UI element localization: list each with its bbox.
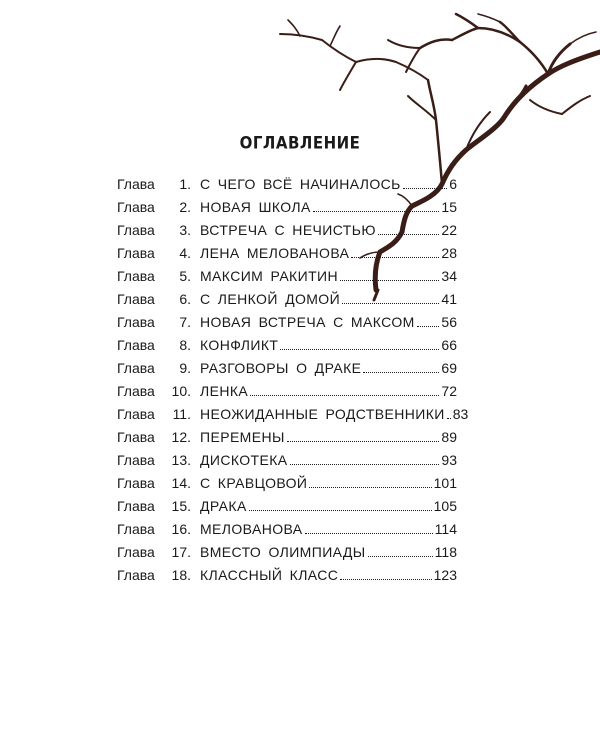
dot-leader [290, 464, 440, 465]
dot-leader [313, 211, 440, 212]
toc-entry[interactable] [117, 314, 457, 337]
chapter-number: 4. [179, 245, 191, 261]
toc-entry[interactable] [117, 222, 457, 245]
chapter-number: 16. [171, 521, 191, 537]
toc-entry[interactable] [117, 544, 457, 567]
chapter-number: 3. [179, 222, 191, 238]
toc-entry[interactable] [117, 406, 469, 429]
chapter-word: Глава [117, 268, 155, 284]
chapter-title: ДИСКОТЕКА [200, 452, 288, 468]
toc-entry[interactable] [117, 452, 457, 475]
chapter-number: 15. [171, 498, 191, 514]
chapter-word: Глава [117, 452, 155, 468]
page-number: 93 [441, 452, 457, 468]
chapter-title: МЕЛОВАНОВА [200, 521, 303, 537]
page-number: 6 [449, 176, 457, 192]
toc-entry[interactable] [117, 245, 457, 268]
chapter-number: 13. [171, 452, 191, 468]
dot-leader [363, 372, 439, 373]
toc-entry[interactable] [117, 291, 457, 314]
chapter-title: ЛЕНКА [200, 383, 249, 399]
chapter-number: 14. [171, 475, 191, 491]
chapter-word: Глава [117, 383, 155, 399]
chapter-number: 10. [171, 383, 191, 399]
chapter-title: С КРАВЦОВОЙ [200, 475, 308, 491]
page-number: 15 [441, 199, 457, 215]
table-of-contents [117, 176, 469, 590]
dot-leader [447, 418, 451, 419]
chapter-word: Глава [117, 406, 155, 422]
page-number: 41 [441, 291, 457, 307]
page-number: 28 [441, 245, 457, 261]
page-number: 101 [433, 475, 457, 491]
chapter-number: 7. [179, 314, 191, 330]
chapter-number: 1. [179, 176, 191, 192]
chapter-number: 18. [171, 567, 191, 583]
chapter-word: Глава [117, 245, 155, 261]
chapter-number: 12. [171, 429, 191, 445]
dot-leader [340, 280, 439, 281]
chapter-word: Глава [117, 429, 155, 445]
chapter-word: Глава [117, 475, 155, 491]
chapter-title: МАКСИМ РАКИТИН [200, 268, 339, 284]
dot-leader [305, 533, 433, 534]
dot-leader [280, 349, 439, 350]
chapter-word: Глава [117, 360, 155, 376]
chapter-word: Глава [117, 337, 155, 353]
chapter-title: НЕОЖИДАННЫЕ РОДСТВЕННИКИ [200, 406, 445, 422]
chapter-title: ЛЕНА МЕЛОВАНОВА [200, 245, 350, 261]
dot-leader [378, 234, 440, 235]
dot-leader [249, 510, 432, 511]
chapter-word: Глава [117, 291, 155, 307]
chapter-number: 9. [179, 360, 191, 376]
page-number: 66 [441, 337, 457, 353]
dot-leader [351, 257, 439, 258]
dot-leader [342, 303, 439, 304]
page-number: 22 [441, 222, 457, 238]
chapter-word: Глава [117, 314, 155, 330]
dot-leader [417, 326, 440, 327]
chapter-number: 5. [179, 268, 191, 284]
chapter-word: Глава [117, 544, 155, 560]
page-number: 105 [433, 498, 457, 514]
chapter-title: НОВАЯ ВСТРЕЧА С МАКСОМ [200, 314, 415, 330]
chapter-number: 11. [172, 406, 191, 422]
toc-entry[interactable] [117, 383, 457, 406]
chapter-number: 8. [179, 337, 191, 353]
toc-entry[interactable] [117, 176, 457, 199]
chapter-title: КОНФЛИКТ [200, 337, 279, 353]
chapter-title: С ЧЕГО ВСЁ НАЧИНАЛОСЬ [200, 176, 401, 192]
toc-entry[interactable] [117, 360, 457, 383]
chapter-word: Глава [117, 567, 155, 583]
chapter-title: ВСТРЕЧА С НЕЧИСТЬЮ [200, 222, 376, 238]
dot-leader [403, 188, 447, 189]
chapter-title: ПЕРЕМЕНЫ [200, 429, 285, 445]
page-number: 56 [441, 314, 457, 330]
dot-leader [340, 579, 431, 580]
page-number: 123 [433, 567, 457, 583]
chapter-word: Глава [117, 199, 155, 215]
chapter-word: Глава [117, 176, 155, 192]
toc-entry[interactable] [117, 521, 457, 544]
page-number: 89 [441, 429, 457, 445]
page-number: 69 [441, 360, 457, 376]
dot-leader [287, 441, 440, 442]
chapter-word: Глава [117, 222, 155, 238]
toc-entry[interactable] [117, 199, 457, 222]
chapter-title: С ЛЕНКОЙ ДОМОЙ [200, 291, 341, 307]
toc-entry[interactable] [117, 567, 457, 590]
toc-entry[interactable] [117, 498, 457, 521]
page-title: ОГЛАВЛЕНИЕ [239, 133, 361, 153]
dot-leader [250, 395, 439, 396]
chapter-title: РАЗГОВОРЫ О ДРАКЕ [200, 360, 362, 376]
page-number: 83 [452, 406, 469, 422]
page-number: 34 [441, 268, 457, 284]
chapter-number: 6. [179, 291, 191, 307]
page-number: 114 [434, 521, 457, 537]
page-number: 118 [434, 544, 457, 560]
chapter-title: КЛАССНЫЙ КЛАСС [200, 567, 339, 583]
toc-entry[interactable] [117, 337, 457, 360]
toc-entry[interactable] [117, 268, 457, 291]
chapter-word: Глава [117, 521, 155, 537]
dot-leader [368, 556, 433, 557]
chapter-number: 17. [171, 544, 191, 560]
chapter-word: Глава [117, 498, 155, 514]
dot-leader [309, 487, 431, 488]
page-number: 72 [441, 383, 457, 399]
chapter-title: НОВАЯ ШКОЛА [200, 199, 311, 215]
toc-entry[interactable] [117, 475, 457, 498]
chapter-title: ВМЕСТО ОЛИМПИАДЫ [200, 544, 366, 560]
chapter-number: 2. [179, 199, 191, 215]
toc-entry[interactable] [117, 429, 457, 452]
chapter-title: ДРАКА [200, 498, 247, 514]
